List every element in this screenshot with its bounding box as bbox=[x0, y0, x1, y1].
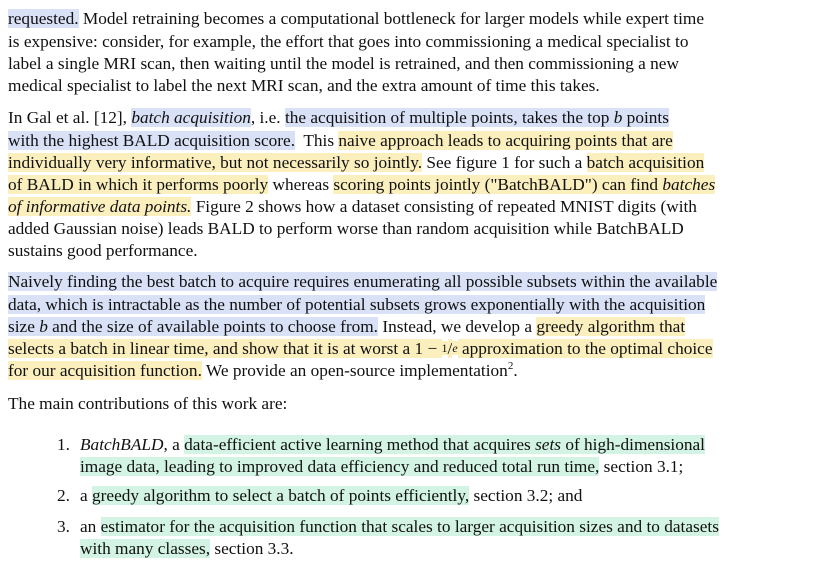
text-run: BatchBALD bbox=[80, 435, 164, 454]
highlight-yellow: scoring points jointly ("BatchBALD") can find bbox=[333, 175, 663, 194]
text-run: medical specialist to label the next MRI scan, and the extra amount of time this takes. bbox=[8, 76, 600, 95]
highlight-blue: points bbox=[622, 108, 669, 127]
text-line bbox=[8, 315, 813, 338]
highlight-green: greedy algorithm to select a batch of points efficiently, bbox=[92, 486, 470, 505]
text-run: Instead, we develop a bbox=[378, 317, 537, 336]
text-line bbox=[8, 195, 813, 218]
text-run: Model retraining becomes a computational bottleneck for larger models while expert time bbox=[78, 9, 704, 28]
text-line bbox=[8, 337, 813, 360]
text-run: We provide an open-source implementation bbox=[201, 361, 508, 380]
text-line bbox=[8, 7, 813, 30]
text-line bbox=[80, 537, 813, 560]
highlight-blue: and the size of available points to choose from. bbox=[47, 317, 378, 336]
text-line bbox=[8, 359, 813, 382]
text-run: label a single MRI scan, then waiting until the model is retrained, and then commissioning a new bbox=[8, 54, 679, 73]
text-line bbox=[8, 151, 813, 174]
highlight-green: estimator for the acquisition function that scales to larger acquisition sizes and to datasets bbox=[100, 517, 719, 536]
highlight-blue: the acquisition of multiple points, takes the top bbox=[284, 108, 614, 127]
list-item-number: 3. bbox=[57, 517, 70, 536]
highlight-yellow: greedy algorithm that bbox=[536, 317, 686, 336]
text-line bbox=[8, 106, 813, 129]
highlight-green: data-efficient active learning method that acquires bbox=[184, 435, 536, 454]
text-run: whereas bbox=[268, 175, 334, 194]
text-line bbox=[8, 52, 813, 75]
highlight-blue: data, which is intractable as the number of potential subsets grows exponentially with the acquisition bbox=[8, 295, 706, 314]
highlight-blue: b bbox=[39, 317, 48, 336]
text-line bbox=[8, 239, 813, 262]
text-run: added Gaussian noise) leads BALD to perform worse than random acquisition while BatchBALD bbox=[8, 219, 684, 238]
text-line bbox=[8, 217, 813, 240]
text-run: . bbox=[513, 361, 518, 380]
text-line bbox=[80, 484, 813, 507]
highlight-green: of high-dimensional bbox=[561, 435, 705, 454]
text-run: sustains good performance. bbox=[8, 241, 198, 260]
text-run: Figure 2 shows how a dataset consisting of repeated MNIST digits (with bbox=[191, 197, 697, 216]
list-item-number: 2. bbox=[57, 486, 70, 505]
highlight-yellow: naive approach leads to acquiring points that are bbox=[338, 131, 673, 150]
highlight-blue: Naively finding the best batch to acquire requires enumerating all possible subsets within the available bbox=[8, 272, 718, 291]
highlight-yellow: of BALD in which it performs poorly bbox=[8, 175, 269, 194]
highlight-yellow: selects a batch in linear time, and show that it is at worst a 1 − bbox=[8, 339, 442, 358]
highlight-blue: b bbox=[613, 108, 623, 127]
highlight-yellow: for our acquisition function. bbox=[8, 361, 202, 380]
highlight-yellow: approximation to the optimal choice bbox=[457, 339, 713, 358]
highlight-yellow: / bbox=[447, 339, 453, 358]
text-run: is expensive: consider, for example, the effort that goes into commissioning a medical specialist to bbox=[8, 32, 689, 51]
highlight-yellow: 1 bbox=[441, 341, 448, 355]
text-line bbox=[8, 74, 813, 97]
list-item-number: 1. bbox=[57, 435, 70, 454]
text-run: section 3.2; and bbox=[469, 486, 583, 505]
highlight-yellow: batches bbox=[662, 175, 716, 194]
footnote-marker: 2 bbox=[507, 360, 514, 373]
text-line bbox=[8, 293, 813, 316]
text-run: an bbox=[80, 517, 101, 536]
highlight-green: image data, leading to improved data efficiency and reduced total run time, bbox=[80, 457, 600, 476]
highlight-blue: batch acquisition bbox=[131, 108, 251, 127]
text-line bbox=[8, 129, 813, 152]
text-run: , i.e. bbox=[250, 108, 285, 127]
highlight-green: sets bbox=[535, 435, 561, 454]
highlight-yellow: of informative data points. bbox=[8, 197, 192, 216]
text-line bbox=[80, 455, 813, 478]
text-run: section 3.1; bbox=[599, 457, 684, 476]
highlight-green: with many classes, bbox=[80, 539, 211, 558]
highlight-yellow: batch acquisition bbox=[586, 153, 705, 172]
highlight-yellow: individually very informative, but not necessarily so jointly. bbox=[8, 153, 423, 172]
text-run: This bbox=[295, 131, 339, 150]
highlight-blue: with the highest BALD acquisition score. bbox=[8, 131, 296, 150]
text-line bbox=[8, 270, 813, 293]
text-line bbox=[8, 30, 813, 53]
text-line bbox=[80, 433, 813, 456]
text-run: section 3.3. bbox=[210, 539, 294, 558]
text-run: , a bbox=[163, 435, 185, 454]
highlight-yellow: e bbox=[452, 341, 458, 355]
highlight-blue: size bbox=[8, 317, 40, 336]
contributions-intro: The main contributions of this work are: bbox=[8, 394, 288, 413]
text-run: a bbox=[80, 486, 92, 505]
text-line bbox=[80, 515, 813, 538]
text-run: In Gal et al. [12], bbox=[8, 108, 132, 127]
text-line bbox=[8, 173, 813, 196]
highlight-blue: requested. bbox=[8, 9, 79, 28]
text-run: See figure 1 for such a bbox=[422, 153, 587, 172]
